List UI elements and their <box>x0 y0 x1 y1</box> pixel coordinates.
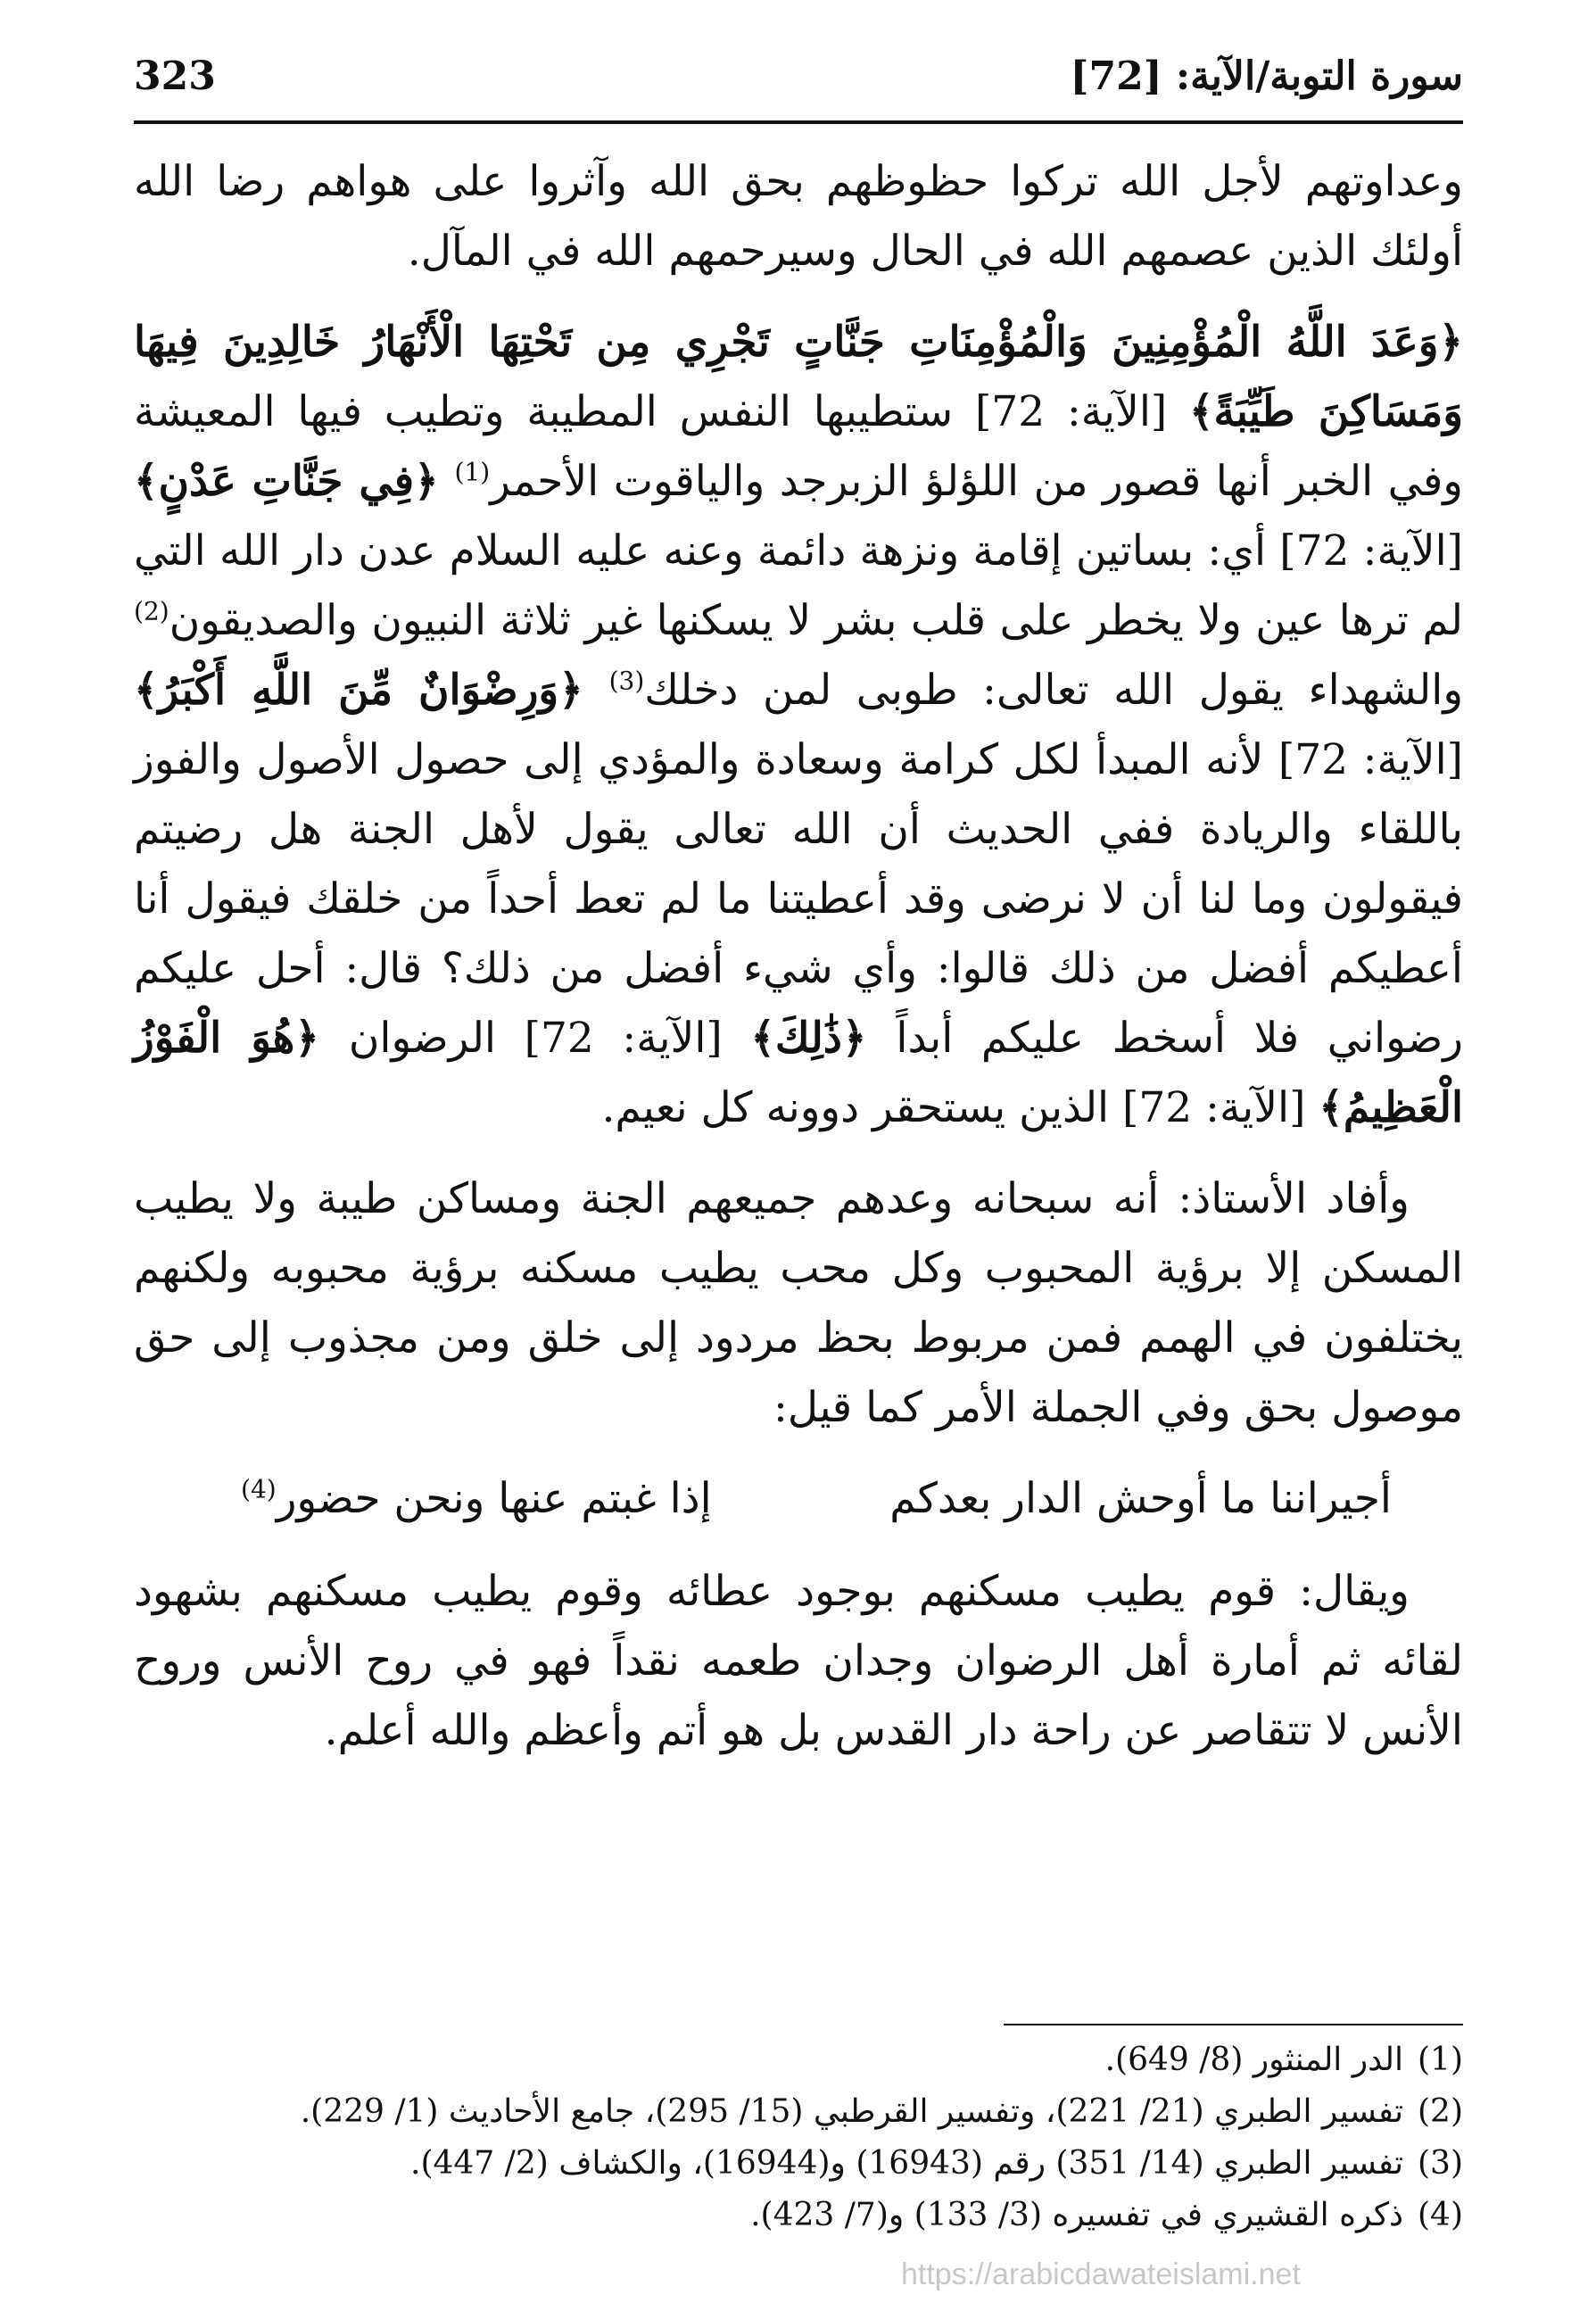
footnote-2 <box>134 2086 1463 2138</box>
footnote-number: (1) <box>1418 2042 1463 2078</box>
quran-quote-1: ﴿وَعَدَ اللَّهُ الْمُؤْمِنِينَ وَالْمُؤْمِنَاتِ جَنَّاتٍ تَجْرِي مِن تَحْتِهَا الْأَنْهَارُ خَالِدِينَ فِيهَا وَمَسَاكِنَ طَيِّبَةً﴾ <box>134 318 1463 436</box>
paragraph-3: وأفاد الأستاذ: أنه سبحانه وعدهم جميعهم الجنة ومساكن طيبة ولا يطيب المسكن إلا برؤية المحبوب وكل محب يطيب مسكنه برؤية محبوبه ولكنهم يختلفون في الهمم فمن مربوط بحظ مردود إلى خلق ومن مجذوب إلى حق موصول بحق وفي الجملة الأمر كما قيل: <box>134 1174 1463 1432</box>
paragraph-2-text-3: والشهداء يقول الله تعالى: طوبى لمن دخلك <box>644 666 1464 715</box>
running-title: سورة التوبة/الآية: [72] <box>1070 54 1463 99</box>
footnote-text: ذكره القشيري في تفسيره (3/ 133) و(7/ 423). <box>750 2197 1403 2233</box>
watermark-url: https://arabicdawateislami.net <box>901 2257 1301 2291</box>
paragraph-2-text-5: [الآية: 72] الرضوان <box>348 1014 751 1063</box>
footnote-text: تفسير الطبري (14/ 351) رقم (16943) و(16944)، والكشاف (2/ 447). <box>410 2145 1403 2182</box>
paragraph-1: وعداوتهم لأجل الله تركوا حظوظهم بحق الله وآثروا على هواهم رضا الله أولئك الذين عصمهم الله في الحال وسيرحمهم الله في المآل. <box>134 157 1463 276</box>
footnote-4 <box>134 2190 1463 2241</box>
header-divider <box>134 120 1463 124</box>
paragraph-2-text-6: [الآية: 72] الذين يستحقر دوونه كل نعيم. <box>601 1083 1319 1132</box>
footnote-number: (3) <box>1418 2145 1463 2182</box>
quran-quote-4: ﴿ذَٰلِكَ﴾ <box>750 1014 897 1063</box>
quran-quote-5: ﴿هُوَ الْفَوْزُ الْعَظِيمُ﴾ <box>134 1014 1463 1132</box>
footnote-number: (2) <box>1418 2093 1463 2130</box>
verse-second-hemistich: إذا غبتم عنها ونحن حضور$^{(4)}$ <box>241 1474 712 1523</box>
paragraph-2-text-1: [الآية: 72] ستطيبها النفس المطيبة وتطيب فيها المعيشة وفي الخبر أنها قصور من اللؤلؤ الزبرجد والياقوت الأحمر <box>134 387 1463 506</box>
footnote-ref-2[interactable]: (2) <box>134 596 170 626</box>
paragraph-2 <box>134 308 1463 1143</box>
footnote-number: (4) <box>1418 2197 1463 2233</box>
footnote-ref-1[interactable]: (1) <box>454 457 491 487</box>
poetry-verse <box>134 1464 1463 1534</box>
footnote-1 <box>134 2034 1463 2086</box>
paragraph-2-text-4: [الآية: 72] لأنه المبدأ لكل كرامة وسعادة والمؤدي إلى حصول الأصول والفوز باللقاء والريادة ففي الحديث أن الله تعالى يقول لأهل الجنة هل رضيتم فيقولون وما لنا أن لا نرضى وقد أعطيتنا ما لم تعط أحداً من خلقك فيقول أنا أعطيكم أفضل من ذلك قالوا: وأي شيء أفضل من ذلك؟ قال: أحل عليكم رضواني فلا أسخط عليكم أبداً <box>134 735 1463 1063</box>
quran-quote-3: ﴿وَرِضْوَانٌ مِّنَ اللَّهِ أَكْبَرُ﴾ <box>134 666 609 715</box>
paragraph-2-text-2: [الآية: 72] أي: بساتين إقامة ونزهة دائمة وعنه عليه السلام عدن دار الله التي لم ترها عين ولا يخطر على قلب بشر لا يسكنها غير ثلاثة النبيون والصديقون <box>134 526 1463 645</box>
main-text <box>134 147 1463 1787</box>
footnote-ref-3[interactable]: (3) <box>608 666 645 696</box>
page-header <box>134 45 1463 116</box>
footnote-text: تفسير الطبري (21/ 221)، وتفسير القرطبي (15/ 295)، جامع الأحاديث (1/ 229). <box>300 2093 1403 2130</box>
footnote-divider <box>1004 2024 1463 2025</box>
footnote-text: الدر المنثور (8/ 649). <box>1104 2042 1403 2078</box>
page-number: 323 <box>134 54 216 99</box>
footnote-ref-4[interactable]: (4) <box>241 1474 277 1504</box>
footnote-3 <box>134 2138 1463 2190</box>
footnotes <box>134 2034 1463 2241</box>
quran-quote-2: ﴿فِي جَنَّاتِ عَدْنٍ﴾ <box>134 457 455 506</box>
verse-first-hemistich: أجيراننا ما أوحش الدار بعدكم <box>889 1474 1392 1523</box>
paragraph-4: ويقال: قوم يطيب مسكنهم بوجود عطائه وقوم يطيب مسكنهم بشهود لقائه ثم أمارة أهل الرضوان وجدان طعمه نقداً فهو في روح الأنس وروح الأنس لا تتقاصر عن راحة دار القدس بل هو أتم وأعظم والله أعلم. <box>134 1567 1463 1755</box>
